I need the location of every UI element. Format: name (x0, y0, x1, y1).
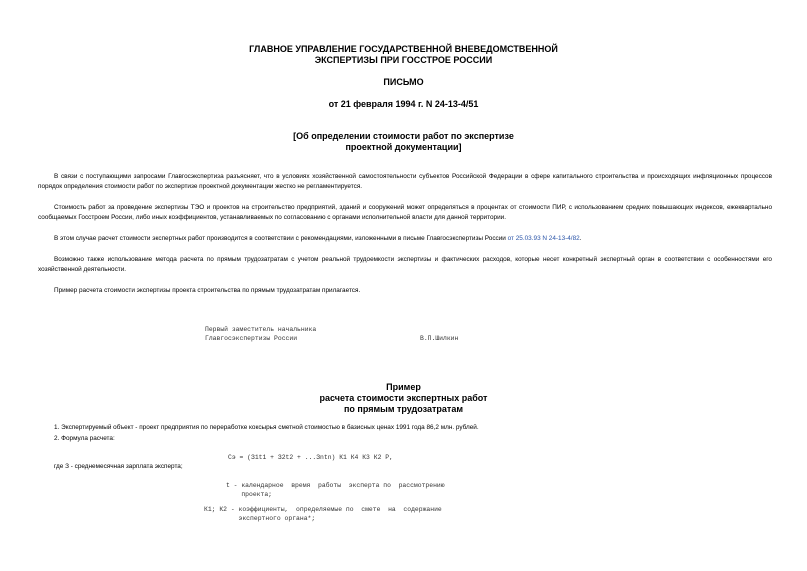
org-name-line1: ГЛАВНОЕ УПРАВЛЕНИЕ ГОСУДАРСТВЕННОЙ ВНЕВЕДОМСТВЕННОЙ (249, 44, 558, 54)
paragraph-4 (38, 255, 772, 274)
paragraph-3 (38, 234, 772, 244)
paragraph-5 (38, 286, 772, 296)
definition-z: где З - среднемесячная зарплата эксперта; (54, 463, 183, 470)
example-item-2: 2. Формула расчета: (54, 435, 115, 442)
letter-reference-link[interactable]: от 25.03.93 N 24-13-4/82 (507, 235, 580, 242)
signature-name: В.П.Шилкин (420, 335, 459, 342)
signature-position-line1: Первый заместитель начальника (205, 326, 317, 333)
example-title-line1: Пример (386, 382, 421, 392)
example-item-1: 1. Экспертируемый объект - проект предприятия по переработке коксырья сметной стоимостью в базисных ценах 1991 года 86,2 млн. рублей. (54, 424, 479, 431)
example-title-line3: по прямым трудозатратам (343, 404, 463, 414)
paragraph-3-text: В этом случае расчет стоимости экспертных работ производится в соответствии с рекомендациями, изложенными в письме Главгосэкспертизы России (54, 235, 508, 242)
paragraph-3-end: . (579, 235, 582, 242)
signature-position-line2: Главгосэкспертизы России (205, 335, 298, 342)
example-title-line2: расчета стоимости экспертных работ (319, 393, 488, 403)
subject-line2: проектной документации] (345, 142, 462, 152)
paragraph-1-text: В связи с поступающими запросами Главгосэкспертиза разъясняет, что в условиях хозяйственной самостоятельности субъектов Российской Федерации в сфере капитального строительства и происходящих инфляционных процессов порядок определения стоимости работ по экспертизе проектной документации жестко не регламентируется. (38, 173, 772, 190)
paragraph-1 (38, 172, 772, 191)
paragraph-5-text: Пример расчета стоимости экспертизы проекта строительства по прямым трудозатратам прилагается. (54, 287, 361, 294)
formula: Сэ = (З1t1 + З2t2 + ...Зntn) К1 К4 К3 К2 Р, (228, 454, 393, 461)
subject-line1: [Об определении стоимости работ по экспертизе (293, 131, 514, 141)
paragraph-4-text: Возможно также использование метода расчета по прямым трудозатратам с учетом реальной трудоемкости экспертизы и фактических расходов, которые несет конкретный экспертный орган в соответствии с особенностями его хозяйственной деятельности. (38, 256, 772, 273)
doc-type: ПИСЬМО (383, 77, 424, 87)
paragraph-2-text: Стоимость работ за проведение экспертизы ТЭО и проектов на строительство предприятий, зданий и сооружений может определяться в процентах от стоимости ПИР, с использованием средних повышающих индексов, ежеквартально сообщаемых Госстроем России, либо иных коэффициентов, устанавливаемых по согласованию с органами исполнительной власти для данной территории. (38, 204, 772, 221)
doc-date-number: от 21 февраля 1994 г. N 24-13-4/51 (328, 99, 479, 109)
org-name-line2: ЭКСПЕРТИЗЫ ПРИ ГОССТРОЕ РОССИИ (314, 55, 493, 65)
paragraph-2 (38, 203, 772, 222)
definition-k: К1; К2 - коэффициенты, определяемые по смете на содержание экспертного органа*; (204, 506, 442, 522)
definition-t: t - календарное время работы эксперта по рассмотрению проекта; (226, 482, 445, 498)
